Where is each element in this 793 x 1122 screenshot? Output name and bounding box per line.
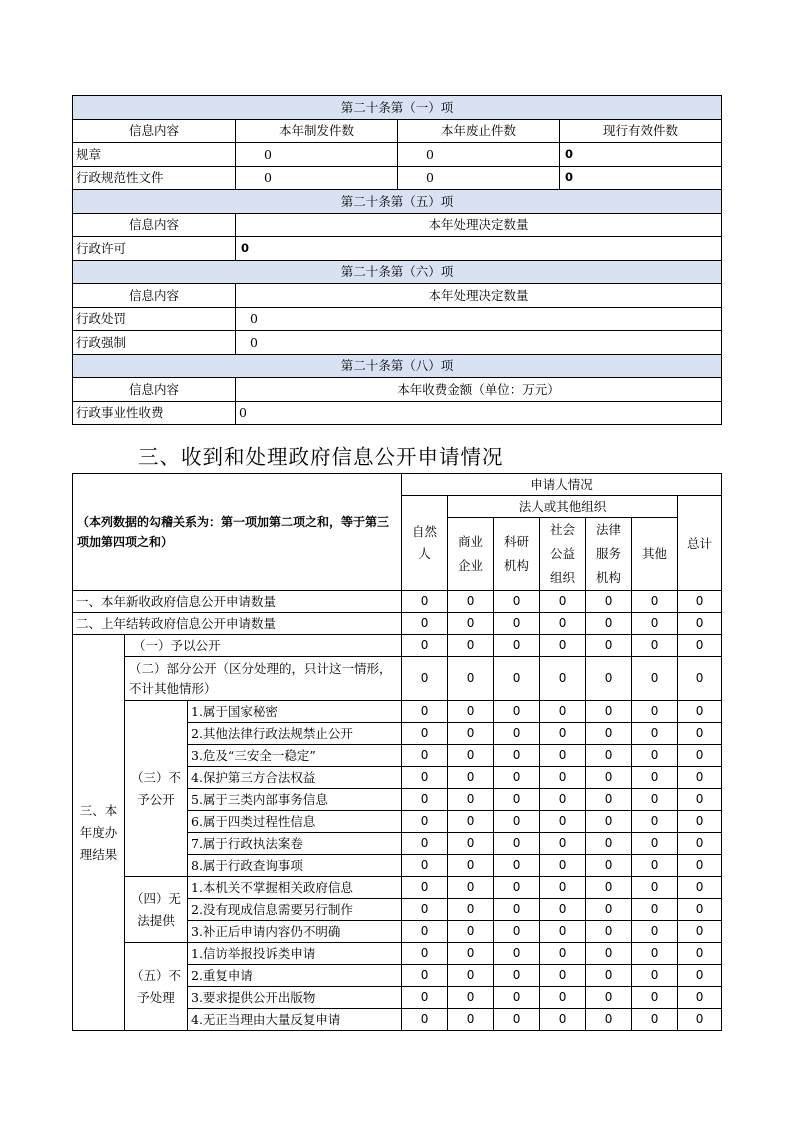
value-cell: 0 [494, 591, 540, 613]
col-header-info: 信息内容 [73, 119, 236, 143]
row-label: 二、上年结转政府信息公开申请数量 [73, 613, 402, 635]
value-cell: 0 [540, 855, 586, 877]
value-cell: 0 [494, 943, 540, 965]
value-cell: 0 [632, 833, 678, 855]
value-cell: 0 [540, 965, 586, 987]
value-cell: 0 [540, 745, 586, 767]
value-cell: 0 [678, 811, 722, 833]
table-row [73, 591, 722, 613]
value-cell: 0 [398, 143, 560, 167]
value-cell: 0 [586, 1009, 632, 1031]
value-cell: 0 [560, 143, 722, 167]
table-row [73, 701, 722, 723]
value-cell: 0 [678, 965, 722, 987]
row-label: 3.危及“三安全一稳定” [188, 745, 402, 767]
row-label: 1.属于国家秘密 [188, 701, 402, 723]
value-cell: 0 [678, 745, 722, 767]
value-cell: 0 [586, 657, 632, 701]
value-cell: 0 [494, 767, 540, 789]
value-cell: 0 [494, 657, 540, 701]
value-cell: 0 [632, 1009, 678, 1031]
value-cell: 0 [632, 635, 678, 657]
row-label: 1.本机关不掌握相关政府信息 [188, 877, 402, 899]
value-cell: 0 [586, 701, 632, 723]
value-cell: 0 [678, 987, 722, 1009]
value-cell: 0 [402, 811, 448, 833]
value-cell: 0 [236, 331, 722, 355]
value-cell: 0 [678, 723, 722, 745]
table-row [73, 877, 722, 899]
col-header-decisions: 本年处理决定数量 [236, 213, 722, 237]
value-cell: 0 [560, 166, 722, 190]
value-cell: 0 [540, 987, 586, 1009]
value-cell: 0 [586, 833, 632, 855]
section-title-item-6: 第二十条第（六）项 [73, 260, 722, 284]
value-cell: 0 [586, 855, 632, 877]
col-natural-person: 自然人 [402, 496, 448, 591]
col-header-decisions: 本年处理决定数量 [236, 284, 722, 308]
col-public-welfare: 社会公益组织 [540, 518, 586, 591]
value-cell: 0 [632, 899, 678, 921]
col-header-made: 本年制发件数 [236, 119, 398, 143]
table-row [73, 635, 722, 657]
section-title-item-1: 第二十条第（一）项 [73, 96, 722, 120]
value-cell: 0 [586, 899, 632, 921]
application-handling-table [72, 473, 722, 1031]
group-label-not-disclosed: （三）不予公开 [125, 701, 188, 877]
section-title-item-8: 第二十条第（八）项 [73, 354, 722, 378]
row-label: 行政处罚 [73, 307, 236, 331]
value-cell: 0 [494, 965, 540, 987]
value-cell: 0 [632, 943, 678, 965]
value-cell: 0 [448, 877, 494, 899]
col-header-info: 信息内容 [73, 284, 236, 308]
table-row [73, 657, 722, 701]
value-cell: 0 [494, 899, 540, 921]
results-label: 三、本年度办理结果 [73, 635, 125, 1031]
value-cell: 0 [448, 921, 494, 943]
value-cell: 0 [236, 143, 398, 167]
value-cell: 0 [540, 613, 586, 635]
value-cell: 0 [402, 1009, 448, 1031]
row-label: 2.没有现成信息需要另行制作 [188, 899, 402, 921]
value-cell: 0 [402, 855, 448, 877]
value-cell: 0 [540, 833, 586, 855]
value-cell: 0 [586, 591, 632, 613]
value-cell: 0 [494, 789, 540, 811]
value-cell: 0 [586, 723, 632, 745]
col-header-fee-amount: 本年收费金额（单位：万元） [236, 378, 722, 402]
value-cell: 0 [402, 613, 448, 635]
table-row [73, 943, 722, 965]
col-total: 总计 [678, 496, 722, 591]
value-cell: 0 [586, 745, 632, 767]
value-cell: 0 [632, 657, 678, 701]
table-row [73, 613, 722, 635]
value-cell: 0 [494, 833, 540, 855]
value-cell: 0 [402, 591, 448, 613]
value-cell: 0 [586, 635, 632, 657]
row-label: 2.其他法律行政法规禁止公开 [188, 723, 402, 745]
value-cell: 0 [540, 899, 586, 921]
value-cell: 0 [402, 767, 448, 789]
group-label-unable-to-provide: （四）无法提供 [125, 877, 188, 943]
value-cell: 0 [494, 701, 540, 723]
value-cell: 0 [402, 943, 448, 965]
value-cell: 0 [448, 899, 494, 921]
value-cell: 0 [398, 166, 560, 190]
value-cell: 0 [632, 921, 678, 943]
value-cell: 0 [586, 767, 632, 789]
value-cell: 0 [678, 591, 722, 613]
value-cell: 0 [586, 965, 632, 987]
row-label: 一、本年新收政府信息公开申请数量 [73, 591, 402, 613]
value-cell: 0 [494, 811, 540, 833]
value-cell: 0 [678, 833, 722, 855]
value-cell: 0 [632, 745, 678, 767]
value-cell: 0 [236, 401, 722, 425]
value-cell: 0 [586, 943, 632, 965]
row-label: 4.无正当理由大量反复申请 [188, 1009, 402, 1031]
value-cell: 0 [678, 767, 722, 789]
row-label: 4.保护第三方合法权益 [188, 767, 402, 789]
value-cell: 0 [540, 657, 586, 701]
value-cell: 0 [448, 591, 494, 613]
value-cell: 0 [540, 789, 586, 811]
value-cell: 0 [448, 855, 494, 877]
value-cell: 0 [540, 701, 586, 723]
value-cell: 0 [632, 987, 678, 1009]
value-cell: 0 [540, 723, 586, 745]
value-cell: 0 [494, 635, 540, 657]
value-cell: 0 [402, 701, 448, 723]
value-cell: 0 [540, 635, 586, 657]
org-group-header: 法人或其他组织 [448, 496, 678, 518]
row-label: 行政事业性收费 [73, 401, 236, 425]
value-cell: 0 [678, 855, 722, 877]
value-cell: 0 [678, 635, 722, 657]
value-cell: 0 [494, 1009, 540, 1031]
value-cell: 0 [632, 965, 678, 987]
value-cell: 0 [448, 965, 494, 987]
value-cell: 0 [494, 855, 540, 877]
value-cell: 0 [678, 657, 722, 701]
reconciliation-note: （本列数据的勾稽关系为：第一项加第二项之和，等于第三项加第四项之和） [73, 474, 402, 591]
value-cell: 0 [586, 811, 632, 833]
value-cell: 0 [632, 789, 678, 811]
value-cell: 0 [448, 657, 494, 701]
value-cell: 0 [678, 1009, 722, 1031]
value-cell: 0 [402, 723, 448, 745]
value-cell: 0 [540, 811, 586, 833]
value-cell: 0 [236, 166, 398, 190]
row-label: 规章 [73, 143, 236, 167]
value-cell: 0 [540, 767, 586, 789]
value-cell: 0 [586, 987, 632, 1009]
row-label: 8.属于行政查询事项 [188, 855, 402, 877]
value-cell: 0 [448, 701, 494, 723]
value-cell: 0 [402, 921, 448, 943]
value-cell: 0 [494, 987, 540, 1009]
row-label: （一）予以公开 [125, 635, 402, 657]
value-cell: 0 [448, 987, 494, 1009]
value-cell: 0 [448, 811, 494, 833]
applicant-header: 申请人情况 [402, 474, 722, 496]
value-cell: 0 [540, 921, 586, 943]
col-commercial: 商业企业 [448, 518, 494, 591]
value-cell: 0 [448, 767, 494, 789]
section-title-item-5: 第二十条第（五）项 [73, 190, 722, 214]
col-header-info: 信息内容 [73, 378, 236, 402]
value-cell: 0 [540, 943, 586, 965]
col-header-abolished: 本年废止件数 [398, 119, 560, 143]
value-cell: 0 [448, 723, 494, 745]
row-label: 7.属于行政执法案卷 [188, 833, 402, 855]
row-label: （二）部分公开（区分处理的，只计这一情形，不计其他情形） [125, 657, 402, 701]
value-cell: 0 [402, 833, 448, 855]
value-cell: 0 [678, 613, 722, 635]
value-cell: 0 [540, 1009, 586, 1031]
value-cell: 0 [402, 745, 448, 767]
value-cell: 0 [678, 899, 722, 921]
value-cell: 0 [586, 877, 632, 899]
row-label: 2.重复申请 [188, 965, 402, 987]
value-cell: 0 [632, 811, 678, 833]
value-cell: 0 [448, 1009, 494, 1031]
col-research: 科研机构 [494, 518, 540, 591]
col-other: 其他 [632, 518, 678, 591]
value-cell: 0 [402, 635, 448, 657]
value-cell: 0 [448, 789, 494, 811]
value-cell: 0 [236, 307, 722, 331]
value-cell: 0 [540, 591, 586, 613]
row-label: 3.补正后申请内容仍不明确 [188, 921, 402, 943]
statistics-table-article-20 [72, 95, 722, 425]
value-cell: 0 [448, 943, 494, 965]
value-cell: 0 [678, 877, 722, 899]
value-cell: 0 [402, 877, 448, 899]
value-cell: 0 [632, 591, 678, 613]
value-cell: 0 [540, 877, 586, 899]
value-cell: 0 [678, 921, 722, 943]
value-cell: 0 [448, 745, 494, 767]
value-cell: 0 [448, 635, 494, 657]
col-legal-service: 法律服务机构 [586, 518, 632, 591]
value-cell: 0 [632, 613, 678, 635]
value-cell: 0 [678, 789, 722, 811]
value-cell: 0 [678, 701, 722, 723]
value-cell: 0 [236, 237, 722, 261]
value-cell: 0 [586, 921, 632, 943]
row-label: 5.属于三类内部事务信息 [188, 789, 402, 811]
row-label: 行政强制 [73, 331, 236, 355]
value-cell: 0 [402, 789, 448, 811]
value-cell: 0 [402, 899, 448, 921]
col-header-valid: 现行有效件数 [560, 119, 722, 143]
value-cell: 0 [494, 877, 540, 899]
row-label: 6.属于四类过程性信息 [188, 811, 402, 833]
value-cell: 0 [586, 789, 632, 811]
value-cell: 0 [448, 833, 494, 855]
value-cell: 0 [448, 613, 494, 635]
col-header-info: 信息内容 [73, 213, 236, 237]
value-cell: 0 [494, 745, 540, 767]
value-cell: 0 [632, 855, 678, 877]
value-cell: 0 [402, 987, 448, 1009]
section-heading: 三、收到和处理政府信息公开申请情况 [138, 445, 504, 469]
value-cell: 0 [402, 657, 448, 701]
value-cell: 0 [678, 943, 722, 965]
row-label: 1.信访举报投诉类申请 [188, 943, 402, 965]
value-cell: 0 [494, 613, 540, 635]
row-label: 行政规范性文件 [73, 166, 236, 190]
value-cell: 0 [632, 723, 678, 745]
row-label: 行政许可 [73, 237, 236, 261]
value-cell: 0 [494, 921, 540, 943]
group-label-not-processed: （五）不予处理 [125, 943, 188, 1031]
value-cell: 0 [632, 767, 678, 789]
value-cell: 0 [632, 701, 678, 723]
value-cell: 0 [494, 723, 540, 745]
value-cell: 0 [586, 613, 632, 635]
row-label: 3.要求提供公开出版物 [188, 987, 402, 1009]
value-cell: 0 [402, 965, 448, 987]
value-cell: 0 [632, 877, 678, 899]
